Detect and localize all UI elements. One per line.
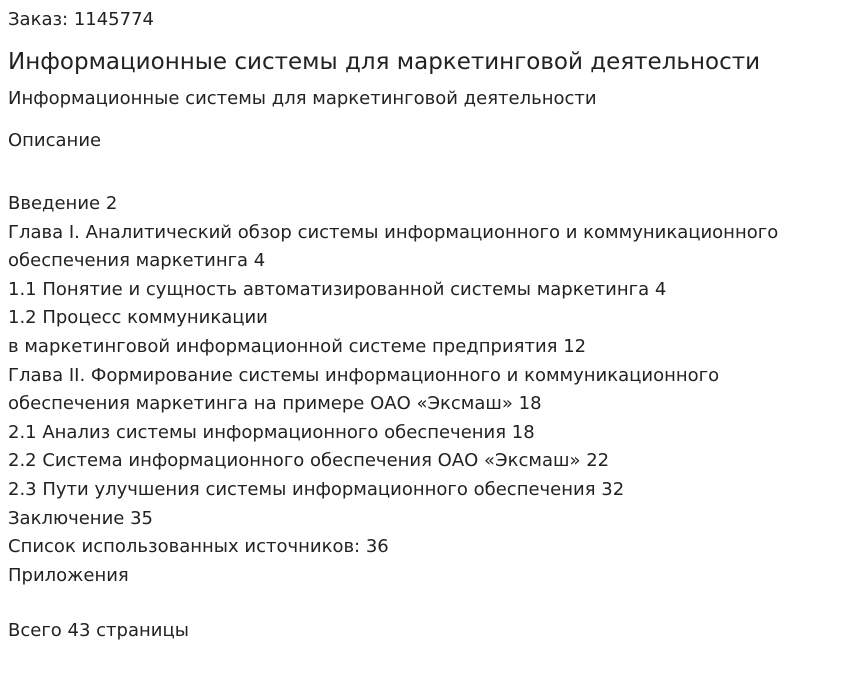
toc-line: Глава I. Аналитический обзор системы информационного и коммуникационного (8, 221, 779, 243)
toc-line: Введение 2 (8, 193, 118, 214)
order-number: Заказ: 1145774 (8, 9, 154, 30)
toc-line: 2.1 Анализ системы информационного обеспечения 18 (8, 421, 535, 443)
toc-line: обеспечения маркетинга на примере ОАО «Эксмаш» 18 (8, 393, 542, 415)
toc-line: Список использованных источников: 36 (8, 536, 389, 558)
toc-line: Приложения (8, 564, 129, 586)
page-subtitle: Информационные системы для маркетинговой деятельности (8, 88, 597, 109)
page-title: Информационные системы для маркетинговой деятельности (8, 49, 761, 75)
toc-line: 1.1 Понятие и сущность автоматизированной системы маркетинга 4 (8, 278, 667, 300)
toc-line: Заключение 35 (8, 507, 153, 529)
description-heading: Описание (8, 130, 102, 151)
total-pages: Всего 43 страницы (8, 620, 189, 641)
toc-line: обеспечения маркетинга 4 (8, 250, 266, 272)
toc-line: Глава II. Формирование системы информационного и коммуникационного (8, 364, 720, 386)
toc-line: 2.2 Система информационного обеспечения ОАО «Эксмаш» 22 (8, 450, 610, 472)
toc-line: в маркетинговой информационной системе предприятия 12 (8, 335, 587, 357)
toc-line: 1.2 Процесс коммуникации (8, 307, 268, 329)
toc-line: 2.3 Пути улучшения системы информационного обеспечения 32 (8, 478, 625, 500)
table-of-contents (8, 190, 838, 590)
